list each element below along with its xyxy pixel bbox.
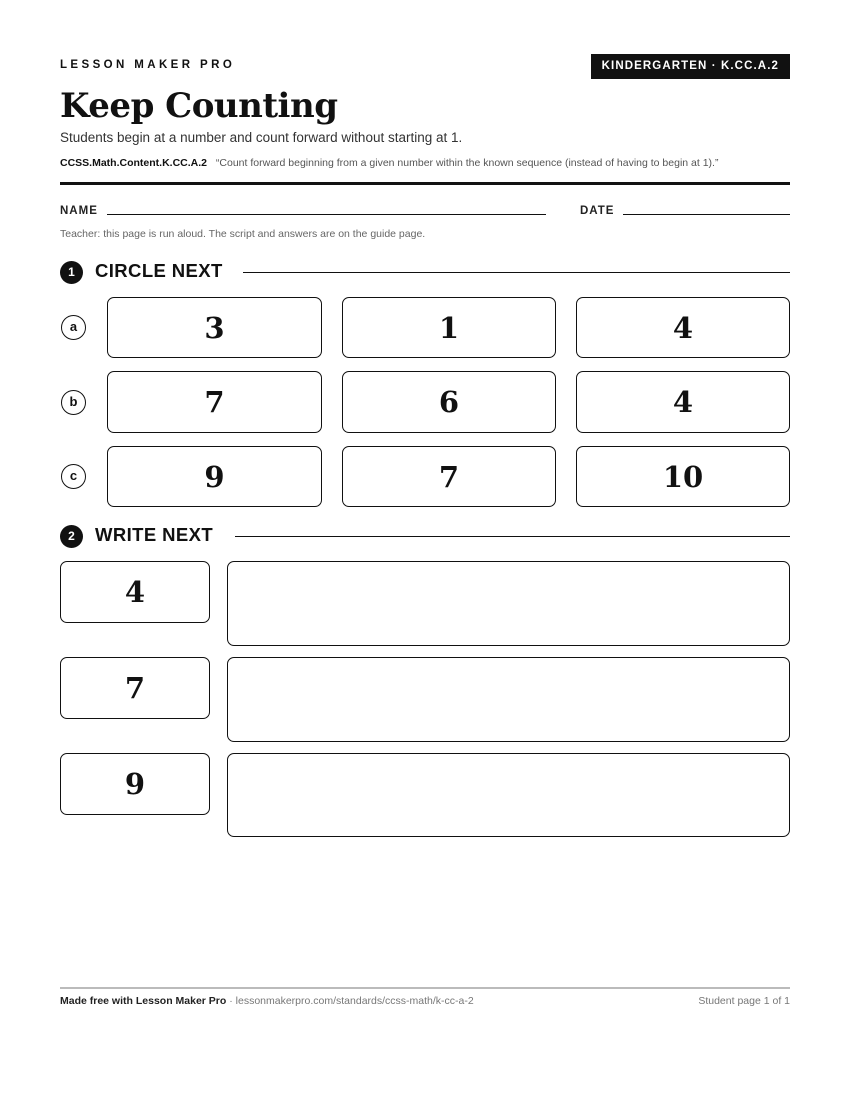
grade-badge: KINDERGARTEN · K.CC.A.2 — [591, 54, 790, 79]
footer-made-with: Made free with Lesson Maker Pro — [60, 995, 227, 1007]
choice-a-1[interactable]: 3 — [107, 297, 322, 358]
date-label: DATE — [580, 205, 615, 217]
choice-c-3[interactable]: 10 — [576, 446, 790, 507]
section-2-rule — [235, 536, 790, 537]
page-title: Keep Counting — [60, 86, 338, 126]
choice-c-1[interactable]: 9 — [107, 446, 322, 507]
row-b-letter: b — [61, 390, 86, 415]
answer-box-3[interactable] — [227, 753, 790, 837]
section-2-title: WRITE NEXT — [95, 524, 214, 545]
start-number-2: 7 — [60, 657, 210, 719]
section-1-title: CIRCLE NEXT — [95, 260, 223, 281]
choice-b-3[interactable]: 4 — [576, 371, 790, 433]
choice-b-2[interactable]: 6 — [342, 371, 556, 433]
choice-a-3[interactable]: 4 — [576, 297, 790, 358]
standard-text: “Count forward beginning from a given number within the known sequence (instead of having to begin at 1).” — [215, 157, 719, 169]
name-label: NAME — [60, 205, 98, 217]
start-number-1: 4 — [60, 561, 210, 623]
header-divider — [60, 182, 790, 185]
answer-box-2[interactable] — [227, 657, 790, 742]
standard-code: CCSS.Math.Content.K.CC.A.2 — [60, 157, 207, 169]
name-line[interactable] — [107, 214, 546, 215]
date-line[interactable] — [623, 214, 790, 215]
footer-credit — [60, 995, 474, 1007]
section-1-number: 1 — [60, 261, 83, 284]
row-c-letter: c — [61, 464, 86, 489]
section-1-rule — [243, 272, 790, 273]
page-subtitle: Students begin at a number and count forward without starting at 1. — [60, 130, 463, 145]
choice-c-2[interactable]: 7 — [342, 446, 556, 507]
answer-box-1[interactable] — [227, 561, 790, 646]
row-a-letter: a — [61, 315, 86, 340]
footer-divider — [60, 987, 790, 989]
start-number-3: 9 — [60, 753, 210, 815]
footer-page-number: Student page 1 of 1 — [698, 995, 790, 1007]
choice-b-1[interactable]: 7 — [107, 371, 322, 433]
footer-url[interactable]: · lessonmakerpro.com/standards/ccss-math/k-cc-a-2 — [226, 995, 474, 1007]
choice-a-2[interactable]: 1 — [342, 297, 556, 358]
teacher-note: Teacher: this page is run aloud. The script and answers are on the guide page. — [60, 228, 426, 240]
brand-name: LESSON MAKER PRO — [60, 59, 236, 71]
section-2-number: 2 — [60, 525, 83, 548]
standard-reference — [60, 157, 718, 169]
